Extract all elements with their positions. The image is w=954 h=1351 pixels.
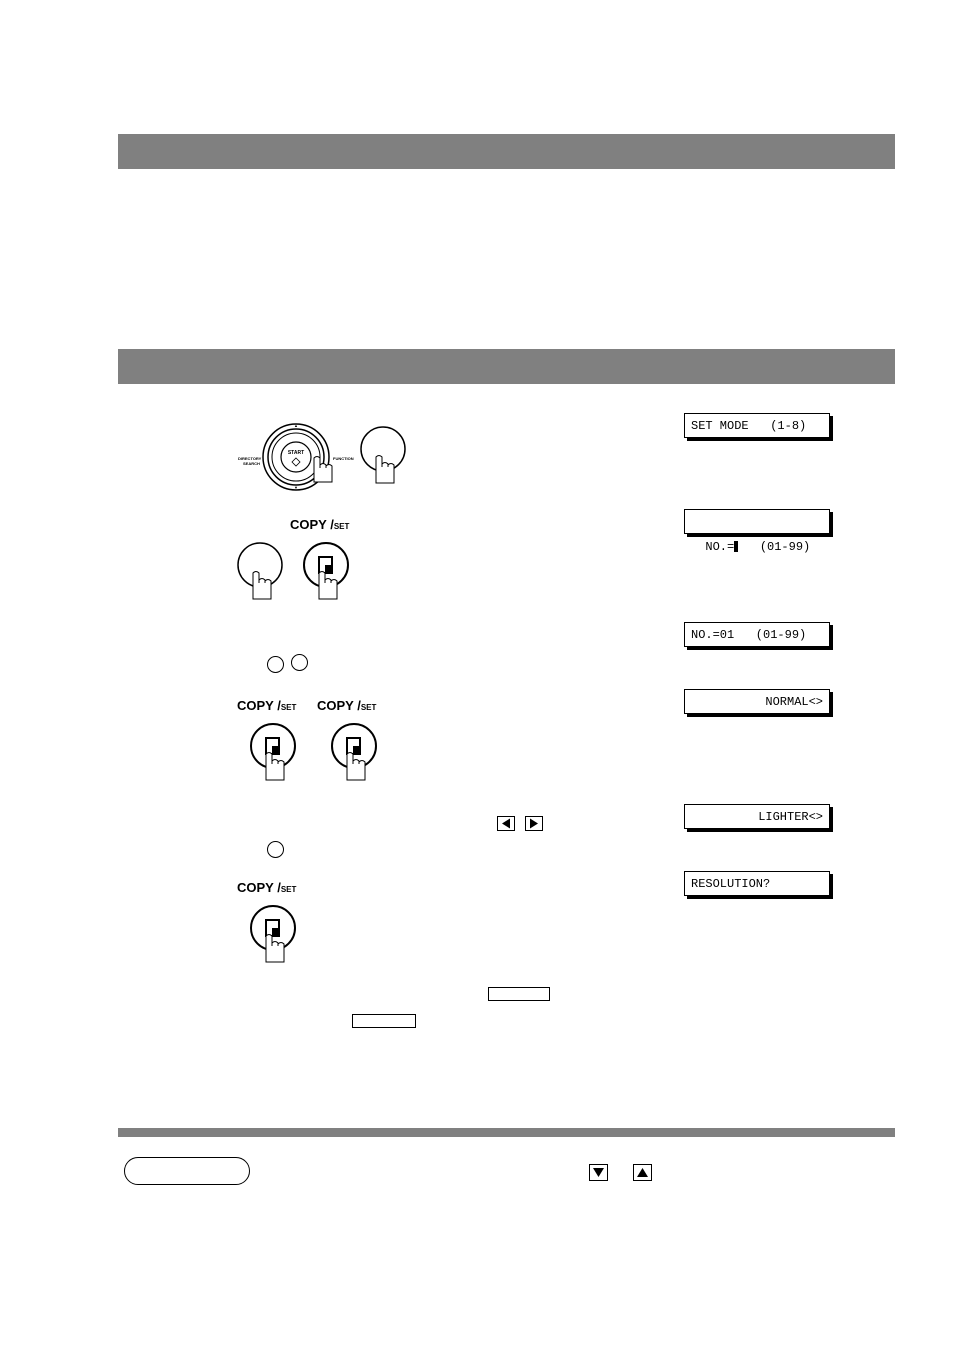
stop-key-outline-2[interactable] xyxy=(352,1014,416,1028)
down-arrow-icon xyxy=(590,1165,607,1180)
up-arrow-icon xyxy=(634,1165,651,1180)
copy-set-button[interactable] xyxy=(250,722,300,792)
set-label: SET xyxy=(280,885,297,894)
left-arrow-key[interactable] xyxy=(497,816,515,831)
set-label: SET xyxy=(360,703,377,712)
copy-set-button[interactable] xyxy=(331,722,381,792)
lcd-display-step2 xyxy=(684,509,830,554)
note-divider-bar xyxy=(118,1128,895,1137)
lcd-display-step5: LIGHTER<> xyxy=(684,804,830,829)
svg-text:START: START xyxy=(287,450,305,456)
copy-label: COPY / xyxy=(237,880,281,895)
copy-label: COPY / xyxy=(237,698,281,713)
svg-text:▼: ▼ xyxy=(294,485,298,490)
digit-key-icon[interactable] xyxy=(267,841,284,858)
left-arrow-icon xyxy=(498,817,514,830)
right-arrow-key[interactable] xyxy=(525,816,543,831)
function-key-button[interactable] xyxy=(360,425,410,497)
svg-text:SEARCH: SEARCH xyxy=(243,461,260,466)
stop-key-outline[interactable] xyxy=(488,987,550,1001)
digit-key-1-icon[interactable] xyxy=(291,654,308,671)
digit-key-0-icon[interactable] xyxy=(267,656,284,673)
up-arrow-key[interactable] xyxy=(633,1164,652,1181)
set-label: SET xyxy=(333,522,350,531)
lcd-display-step6: RESOLUTION? xyxy=(684,871,830,896)
lcd-step2-prefix: NO.= xyxy=(705,540,735,554)
copy-set-label xyxy=(290,517,349,532)
copy-label: COPY / xyxy=(317,698,361,713)
copy-set-label-c xyxy=(237,880,296,895)
lcd-display-step3: NO.=01 (01-99) xyxy=(684,622,830,647)
set-label: SET xyxy=(280,703,297,712)
section-header-bar-1 xyxy=(118,134,895,169)
number-key-button[interactable] xyxy=(237,541,287,611)
copy-set-button[interactable] xyxy=(250,904,300,974)
right-arrow-icon xyxy=(526,817,542,830)
down-arrow-key[interactable] xyxy=(589,1164,608,1181)
section-header-bar-2 xyxy=(118,349,895,384)
copy-set-label-b xyxy=(317,698,376,713)
copy-set-button[interactable] xyxy=(303,541,353,611)
svg-text:▲: ▲ xyxy=(294,423,298,428)
lcd-step2-suffix: (01-99) xyxy=(738,540,811,554)
copy-label: COPY / xyxy=(290,517,334,532)
svg-text:DIRECTORY: DIRECTORY xyxy=(238,456,262,461)
note-label-pill xyxy=(124,1157,250,1185)
control-panel-dial-icon[interactable] xyxy=(236,418,366,498)
lcd-display-step1: SET MODE (1-8) xyxy=(684,413,830,438)
lcd-display-step4: NORMAL<> xyxy=(684,689,830,714)
svg-text:FUNCTION: FUNCTION xyxy=(333,456,354,461)
copy-set-label-a xyxy=(237,698,296,713)
